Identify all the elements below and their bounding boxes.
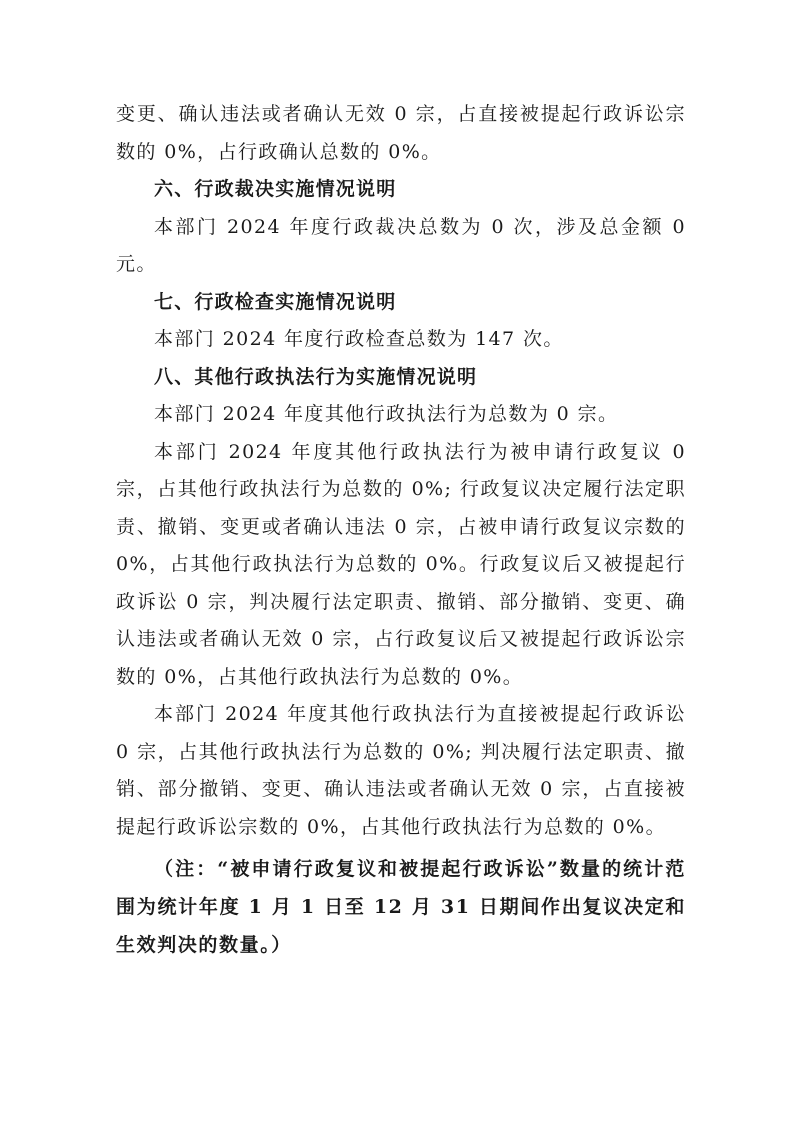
section-8-body-total: 本部门 2024 年度其他行政执法行为总数为 0 宗。 [154, 403, 619, 425]
section-8-body-litigation: 本部门 2024 年度其他行政执法行为直接被提起行政诉讼 0 宗，占其他行政执法行为总数的 0%; 判决履行法定职责、撤销、部分撤销、变更、确认违法或者确认无效 0 宗，占直接被提起行政诉讼宗数的 0%，占其他行政执法行为总数的 0%。 [116, 703, 686, 838]
continued-paragraph: 变更、确认违法或者确认无效 0 宗，占直接被提起行政诉讼宗数的 0%，占行政确认总数的 0%。 [116, 103, 686, 163]
section-heading-6: 六、行政裁决实施情况说明 [154, 178, 397, 200]
section-8-body-review: 本部门 2024 年度其他行政执法行为被申请行政复议 0 宗，占其他行政执法行为总数的 0%; 行政复议决定履行法定职责、撤销、变更或者确认违法 0 宗，占被申请行政复议宗数的 0%，占其他行政执法行为总数的 0%。行政复议后又被提起行政诉讼 0 宗，判决履行法定职责、撤销、部分撤销、变更、确认违法或者确认无效 0 宗，占行政复议后又被提起行政诉讼宗数的 0%，占其他行政执法行为总数的 0%。 [116, 440, 686, 688]
document-page [116, 96, 686, 964]
section-heading-8: 八、其他行政执法行为实施情况说明 [154, 365, 478, 388]
section-6-body: 本部门 2024 年度行政裁决总数为 0 次，涉及总金额 0 元。 [116, 215, 686, 275]
footnote: （注：“被申请行政复议和被提起行政诉讼”数量的统计范围为统计年度 1 月 1 日至 12 月 31 日期间作出复议决定和生效判决的数量。） [116, 858, 686, 956]
section-7-body: 本部门 2024 年度行政检查总数为 147 次。 [154, 328, 564, 350]
section-heading-7: 七、行政检查实施情况说明 [154, 290, 397, 313]
